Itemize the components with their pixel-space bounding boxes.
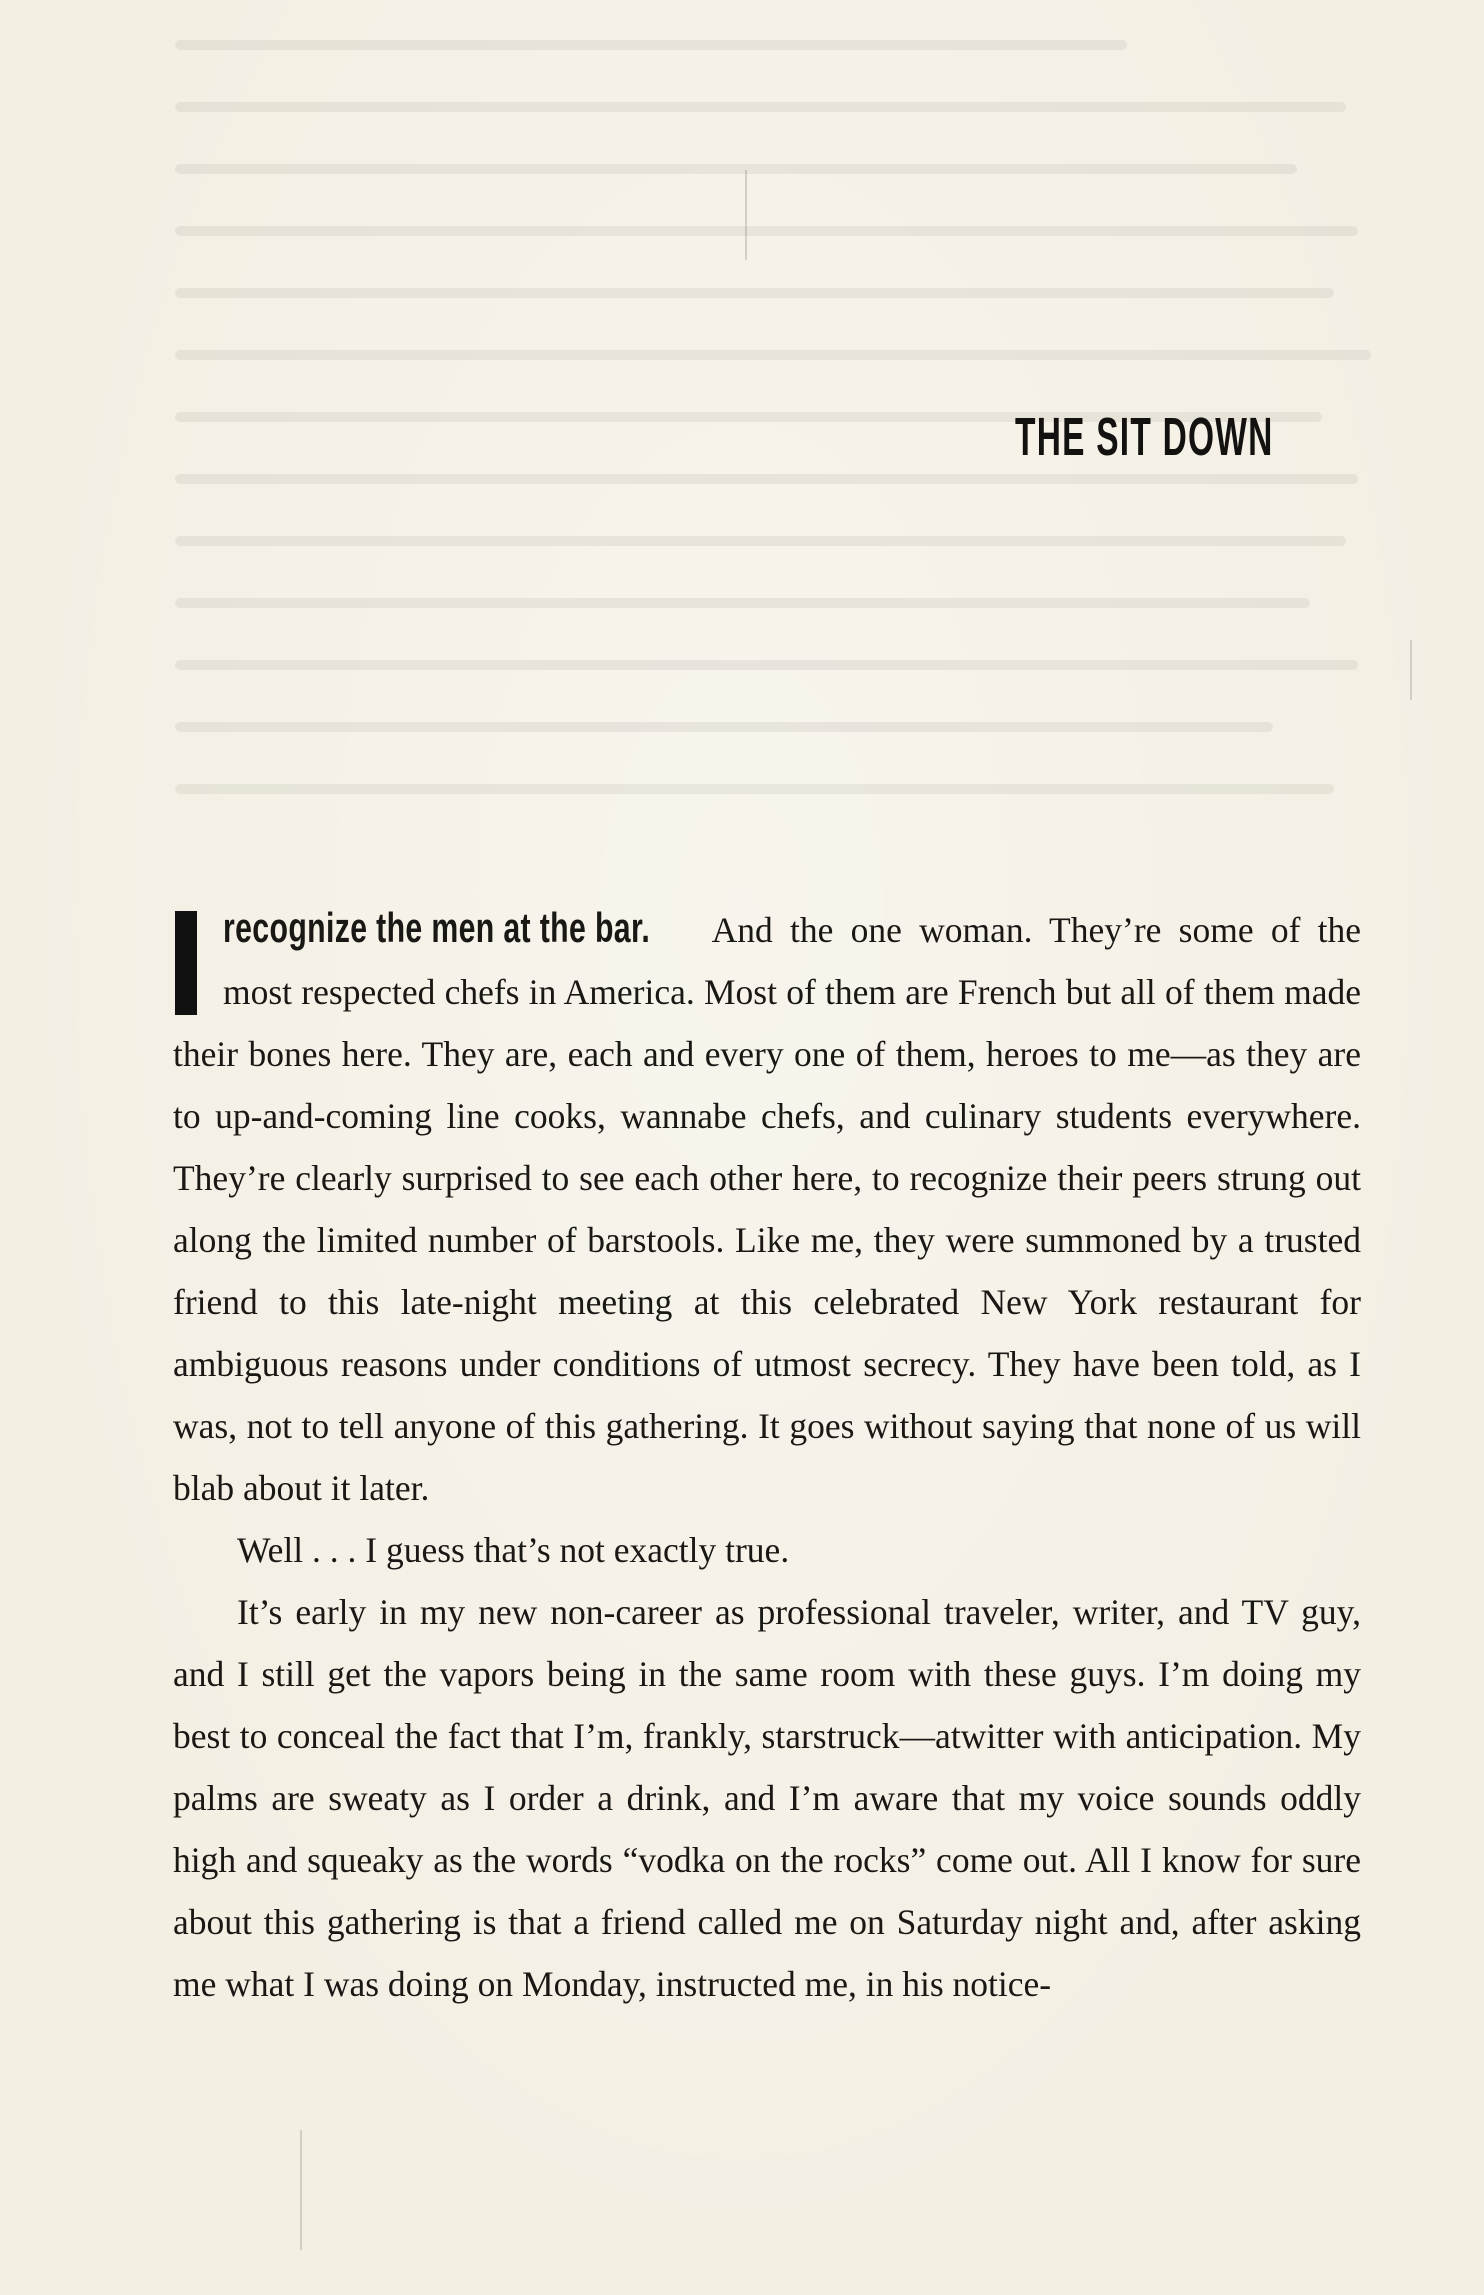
chapter-title: THE SIT DOWN	[1015, 407, 1274, 467]
scan-mark	[1410, 640, 1412, 700]
drop-cap-I	[175, 911, 197, 1015]
paragraph-1	[173, 897, 1361, 1519]
scan-mark	[300, 2130, 302, 2250]
paragraph-1-text: And the one woman. They’re some of the most respected chefs in America. Most of them are French but all of them made their bones here. They are, each and every one of them, heroes to me—as they are to up-and-coming line cooks, wannabe chefs, and culinary students everywhere. They’re clearly surprised to see each other here, to recognize their peers strung out along the limited number of barstools. Like me, they were summoned by a trusted friend to this late-night meeting at this celebrated New York restaurant for ambiguous reasons under conditions of utmost secrecy. They have been told, as I was, not to tell anyone of this gathering. It goes without saying that none of us will blab about it later.	[173, 910, 1361, 1508]
paragraph-3: It’s early in my new non-career as professional traveler, writer, and TV guy, and I still get the vapors being in the same room with these guys. I’m doing my best to conceal the fact that I’m, frankly, starstruck—atwitter with anticipation. My palms are sweaty as I order a drink, and I’m aware that my voice sounds oddly high and squeaky as the words “vodka on the rocks” come out. All I know for sure about this gathering is that a friend called me on Saturday night and, after asking me what I was doing on Monday, instructed me, in his notice-	[173, 1592, 1361, 2004]
paragraph-2: Well . . . I guess that’s not exactly true.	[237, 1530, 790, 1570]
body-text	[173, 897, 1361, 2015]
scan-mark	[745, 170, 747, 260]
lead-in-text: recognize the men at the bar.	[223, 904, 651, 951]
